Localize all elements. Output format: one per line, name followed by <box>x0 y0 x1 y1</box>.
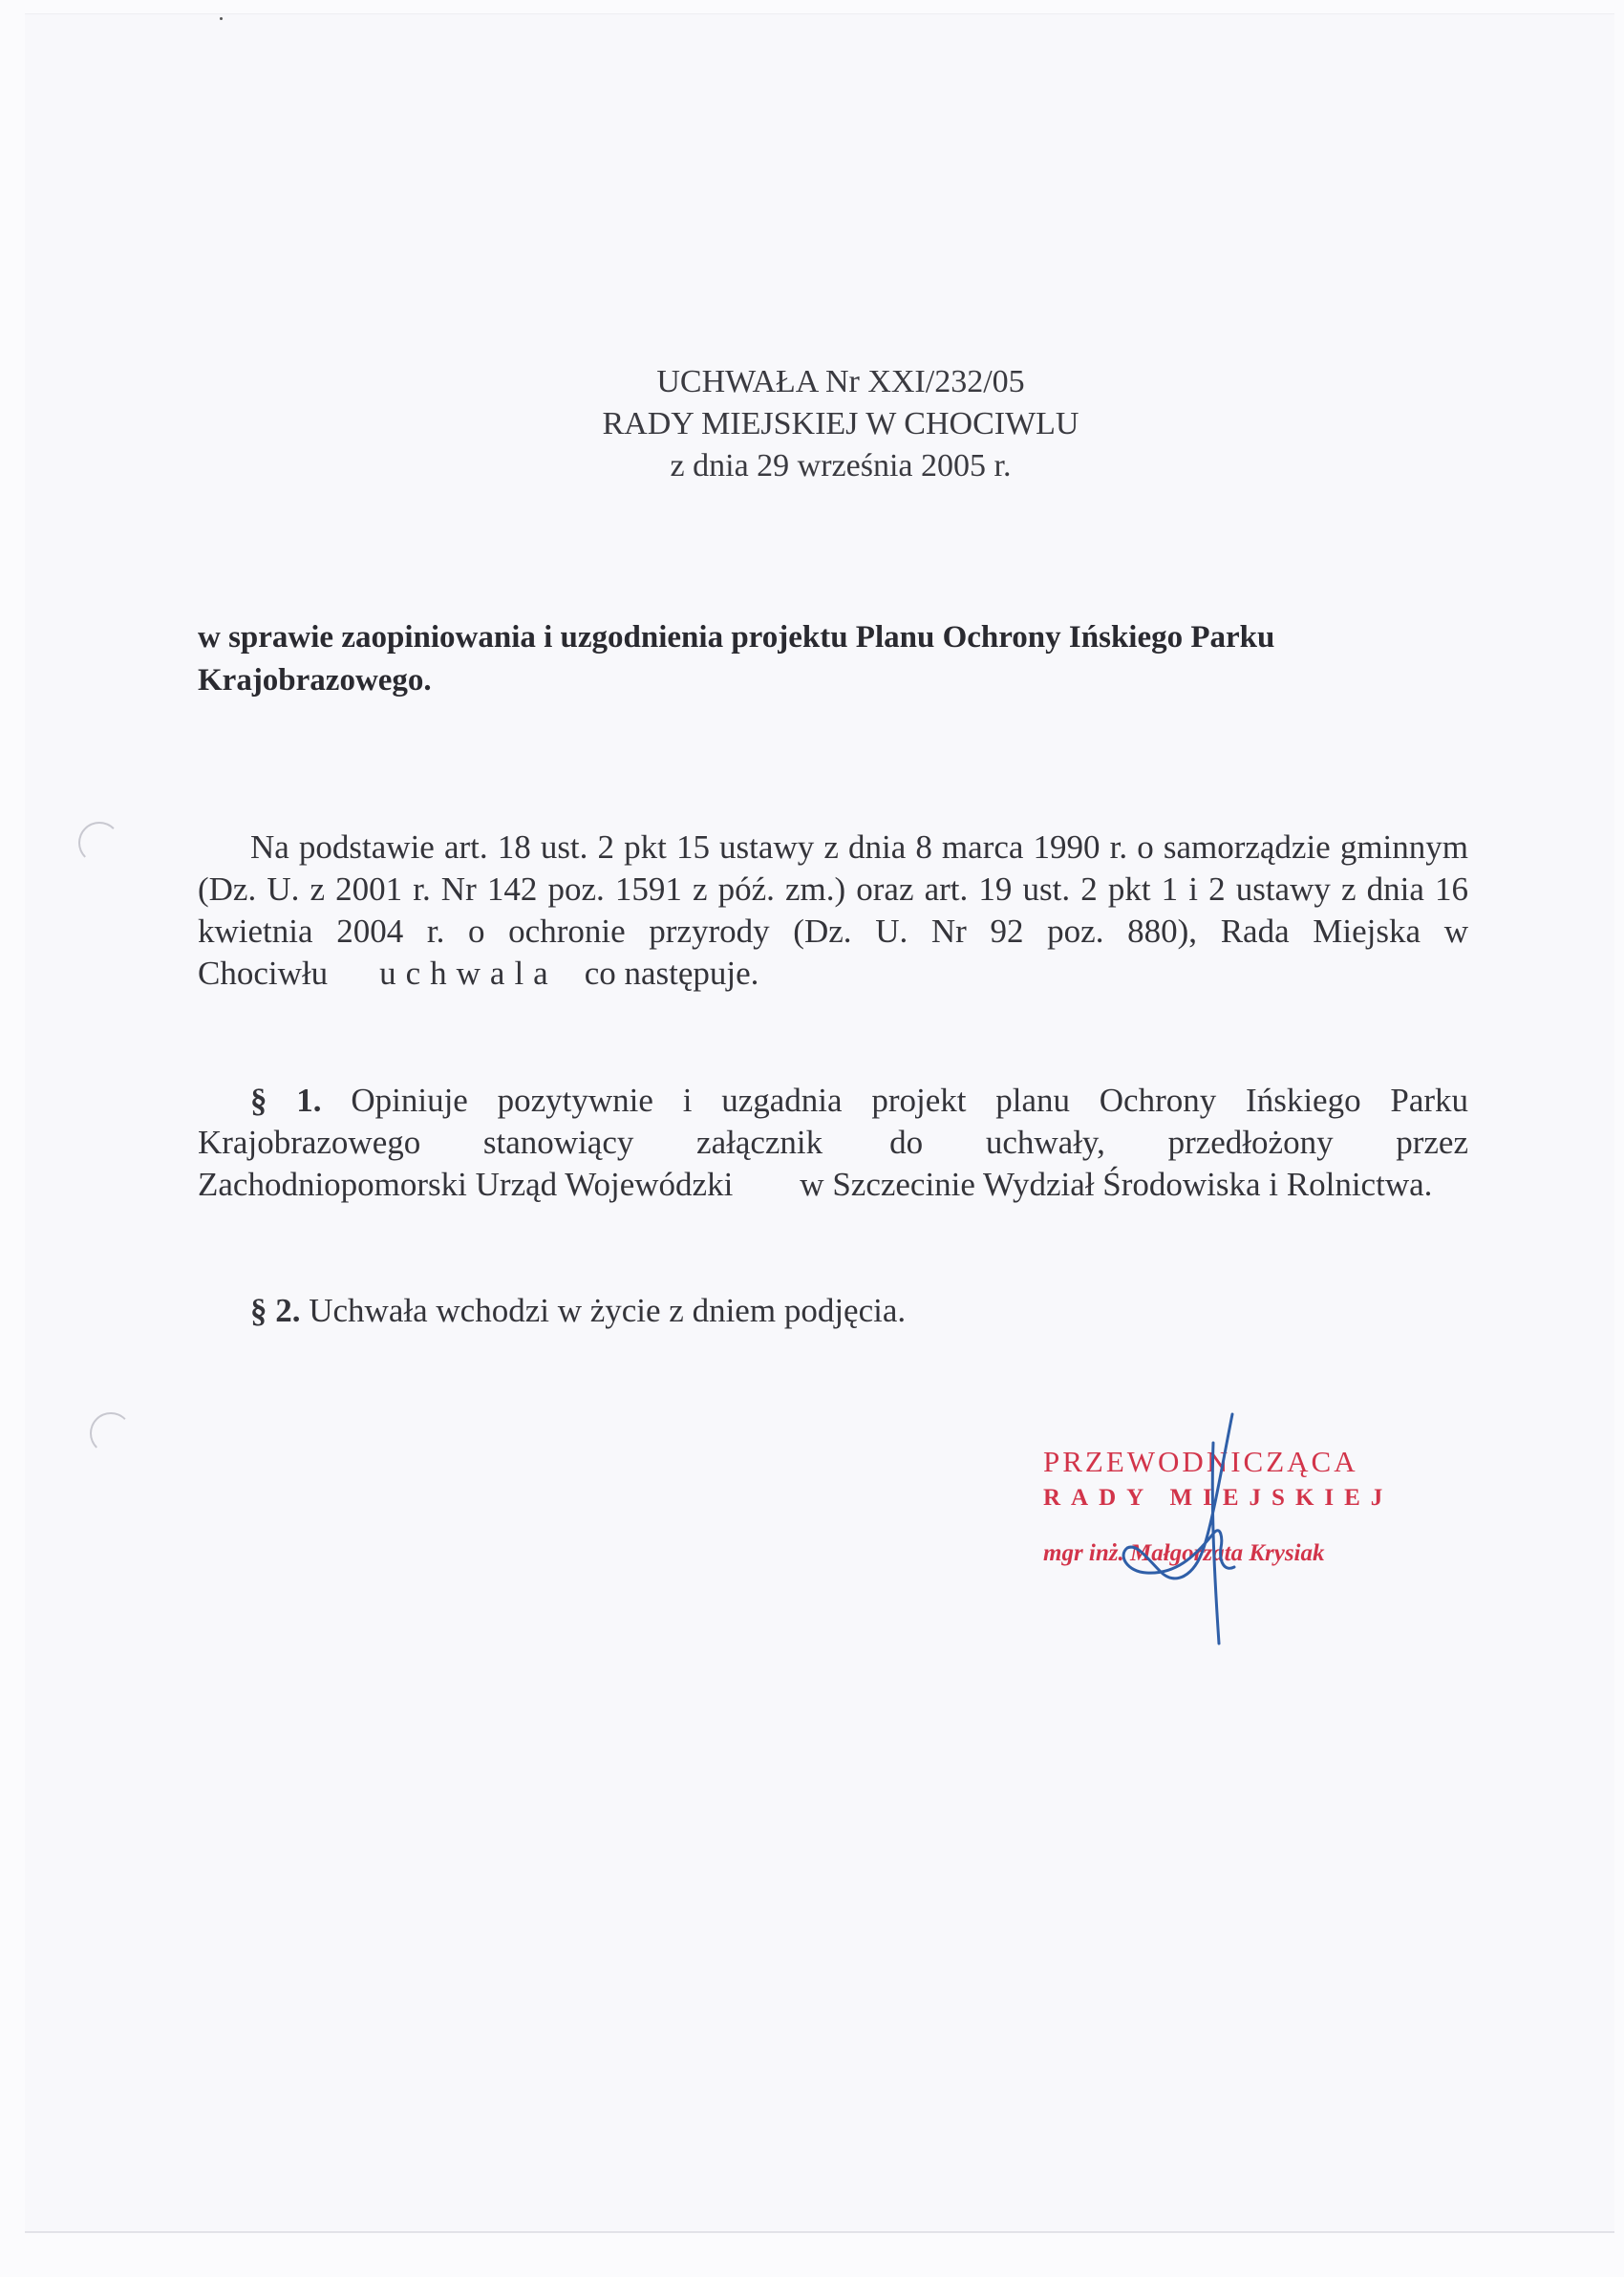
resolution-date: z dnia 29 września 2005 r. <box>670 448 1012 483</box>
stamp-title: PRZEWODNICZĄCA <box>1043 1445 1358 1478</box>
resolution-subject <box>198 616 1468 702</box>
section-1-text-b: do uchwały, przedłożony przez Zachodniopomorski Urząd Wojewódzki <box>198 1124 1469 1203</box>
subject-line-1: w sprawie zaopiniowania i uzgodnienia projektu Planu Ochrony Ińskiego Parku <box>198 620 1275 655</box>
preamble-ending: co następuje. <box>584 955 759 992</box>
punch-hole-top <box>78 822 120 864</box>
section-1-text-c: w Szczecinie Wydział Środowiska i Rolnictwa. <box>800 1166 1433 1203</box>
resolution-header <box>0 361 1624 487</box>
section-1-marker: § 1. <box>250 1082 322 1119</box>
stamp-name: mgr inż. Małgorzata Krysiak <box>1043 1540 1325 1566</box>
stamp-body: RADY MIEJSKIEJ <box>1043 1485 1394 1511</box>
resolves-word: uchwala <box>379 955 558 992</box>
handwritten-signature <box>1070 1405 1261 1653</box>
section-1-text-a: Opiniuje pozytywnie i uzgadnia projekt planu Ochrony Ińskiego Parku Krajobrazowego stanowiący załącznik <box>198 1082 1469 1161</box>
preamble-paragraph <box>198 827 1468 995</box>
punch-hole-bottom <box>90 1412 132 1454</box>
section-1-paragraph <box>198 1080 1468 1206</box>
section-2-text: Uchwała wchodzi w życie z dniem podjęcia. <box>309 1292 907 1329</box>
subject-line-2: Krajobrazowego. <box>198 663 432 698</box>
section-2-marker: § 2. <box>250 1292 301 1329</box>
section-2-paragraph <box>198 1290 1468 1332</box>
resolution-number: UCHWAŁA Nr XXI/232/05 <box>656 364 1025 399</box>
preamble-text: Na podstawie art. 18 ust. 2 pkt 15 ustawy z dnia 8 marca 1990 r. o samorządzie gminnym (Dz. U. z 2001 r. Nr 142 poz. 1591 z póź. zm.) oraz art. 19 ust. 2 pkt 1 i 2 ustawy z dnia 16 kwietnia 2004 r. o ochronie przyrody (Dz. U. Nr 92 poz. 880), Rada Miejska w Chociwłu <box>198 828 1468 992</box>
scan-speck <box>220 17 223 20</box>
council-name: RADY MIEJSKIEJ W CHOCIWLU <box>602 406 1079 441</box>
